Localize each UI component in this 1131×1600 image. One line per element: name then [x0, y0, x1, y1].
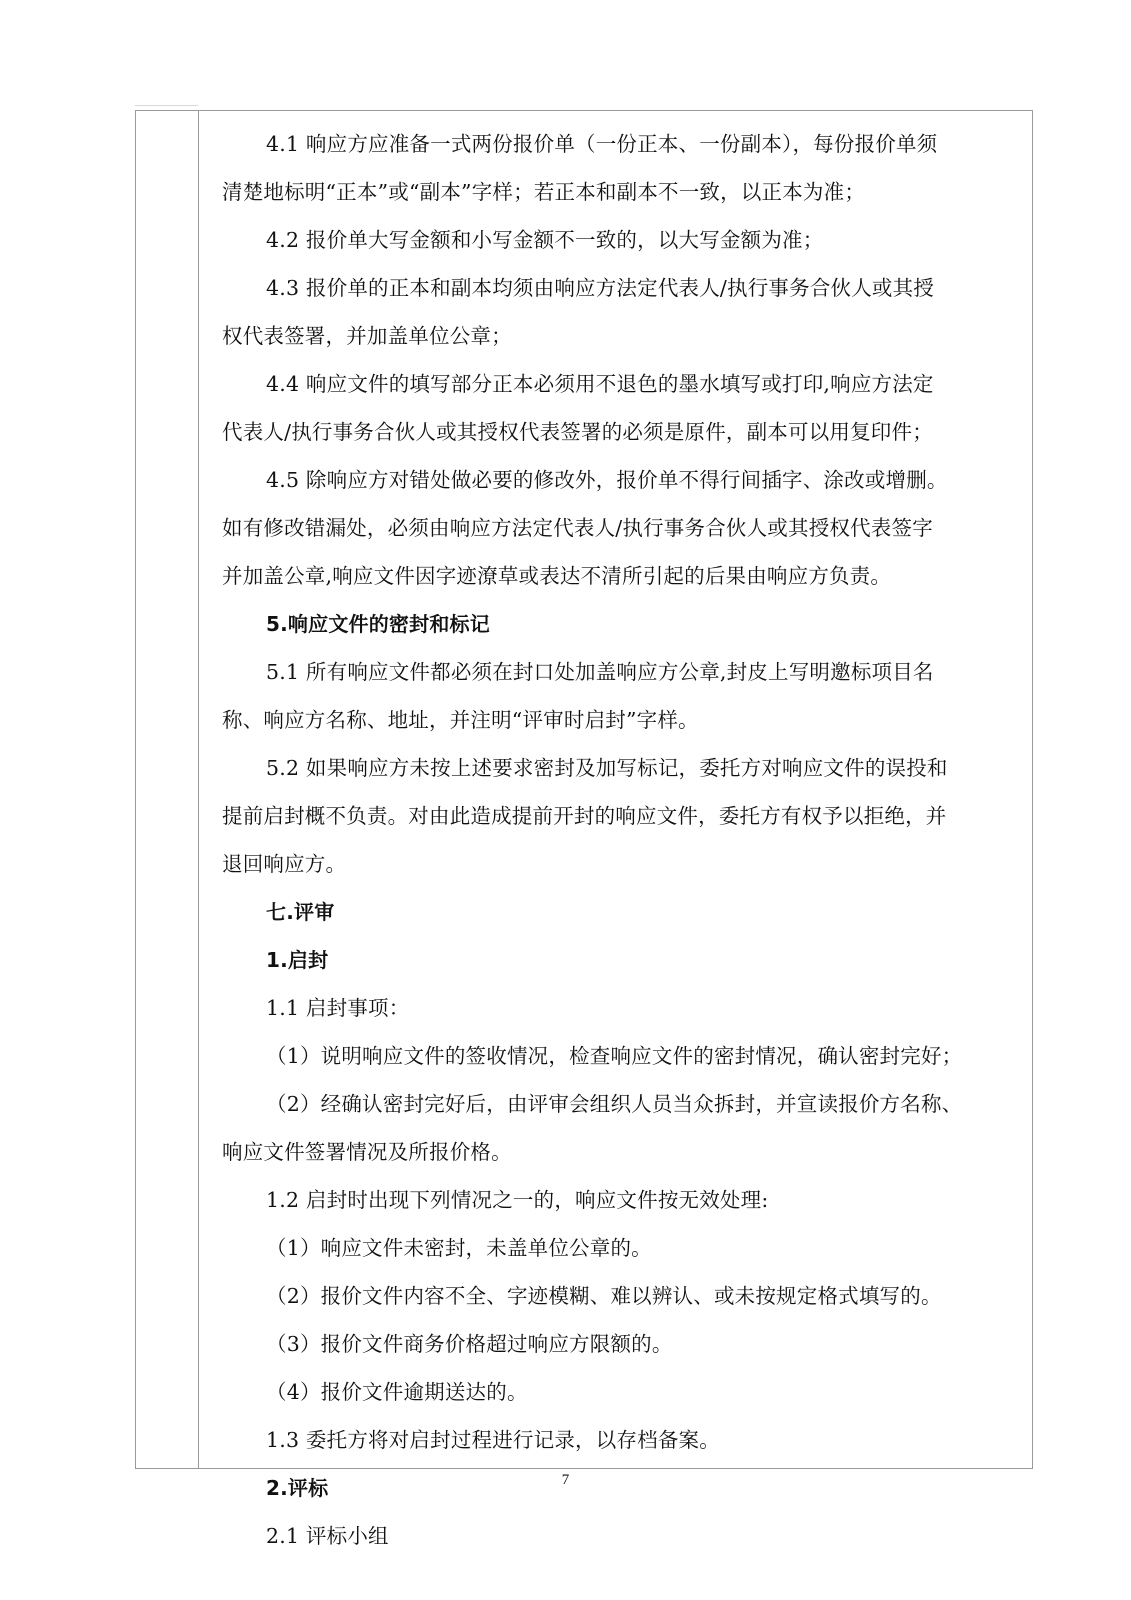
text-line: 响应文件签署情况及所报价格。 [222, 1140, 512, 1164]
text-line: 1.1 启封事项： [266, 996, 410, 1020]
text-line: 5.1 所有响应文件都必须在封口处加盖响应方公章,封皮上写明邀标项目名 [266, 660, 934, 684]
text-line: 如有修改错漏处，必须由响应方法定代表人/执行事务合伙人或其授权代表签字 [222, 516, 933, 540]
text-line: （4）报价文件逾期送达的。 [266, 1380, 528, 1404]
section-heading: 1.启封 [266, 948, 329, 972]
text-line: 4.3 报价单的正本和副本均须由响应方法定代表人/执行事务合伙人或其授 [266, 276, 935, 300]
section-heading: 七.评审 [266, 900, 335, 924]
text-line: 清楚地标明“正本”或“副本”字样；若正本和副本不一致，以正本为准； [222, 180, 866, 204]
text-line: 代表人/执行事务合伙人或其授权代表签署的必须是原件，副本可以用复印件； [222, 420, 933, 444]
text-line: （2）经确认密封完好后，由评审会组织人员当众拆封，并宣读报价方名称、 [266, 1092, 963, 1116]
text-line: 2.1 评标小组 [266, 1524, 389, 1548]
text-line: 4.2 报价单大写金额和小写金额不一致的，以大写金额为准； [266, 228, 824, 252]
table-left-column [136, 111, 199, 1468]
text-line: 称、响应方名称、地址，并注明“评审时启封”字样。 [222, 708, 699, 732]
text-line: 退回响应方。 [222, 852, 347, 876]
text-line: （1）说明响应文件的签收情况，检查响应文件的密封情况，确认密封完好； [266, 1044, 963, 1068]
text-line: （2）报价文件内容不全、字迹模糊、难以辨认、或未按规定格式填写的。 [266, 1284, 942, 1308]
document-body [222, 120, 1012, 1560]
section-heading: 2.评标 [266, 1476, 329, 1500]
text-line: 4.4 响应文件的填写部分正本必须用不退色的墨水填写或打印,响应方法定 [266, 372, 934, 396]
text-line: 提前启封概不负责。对由此造成提前开封的响应文件，委托方有权予以拒绝，并 [222, 804, 947, 828]
text-line: （1）响应文件未密封，未盖单位公章的。 [266, 1236, 652, 1260]
page-number: 7 [561, 1472, 570, 1488]
text-line: （3）报价文件商务价格超过响应方限额的。 [266, 1332, 673, 1356]
section-heading: 5.响应文件的密封和标记 [266, 612, 490, 636]
text-line: 并加盖公章,响应文件因字迹潦草或表达不清所引起的后果由响应方负责。 [222, 564, 892, 588]
text-line: 4.5 除响应方对错处做必要的修改外，报价单不得行间插字、涂改或增删。 [266, 468, 948, 492]
text-line: 5.2 如果响应方未按上述要求密封及加写标记，委托方对响应文件的误投和 [266, 756, 948, 780]
text-line: 4.1 响应方应准备一式两份报价单（一份正本、一份副本），每份报价单须 [266, 132, 938, 156]
text-line: 权代表签署，并加盖单位公章； [222, 324, 512, 348]
text-line: 1.2 启封时出现下列情况之一的，响应文件按无效处理: [266, 1188, 769, 1212]
text-line: 1.3 委托方将对启封过程进行记录，以存档备案。 [266, 1428, 720, 1452]
